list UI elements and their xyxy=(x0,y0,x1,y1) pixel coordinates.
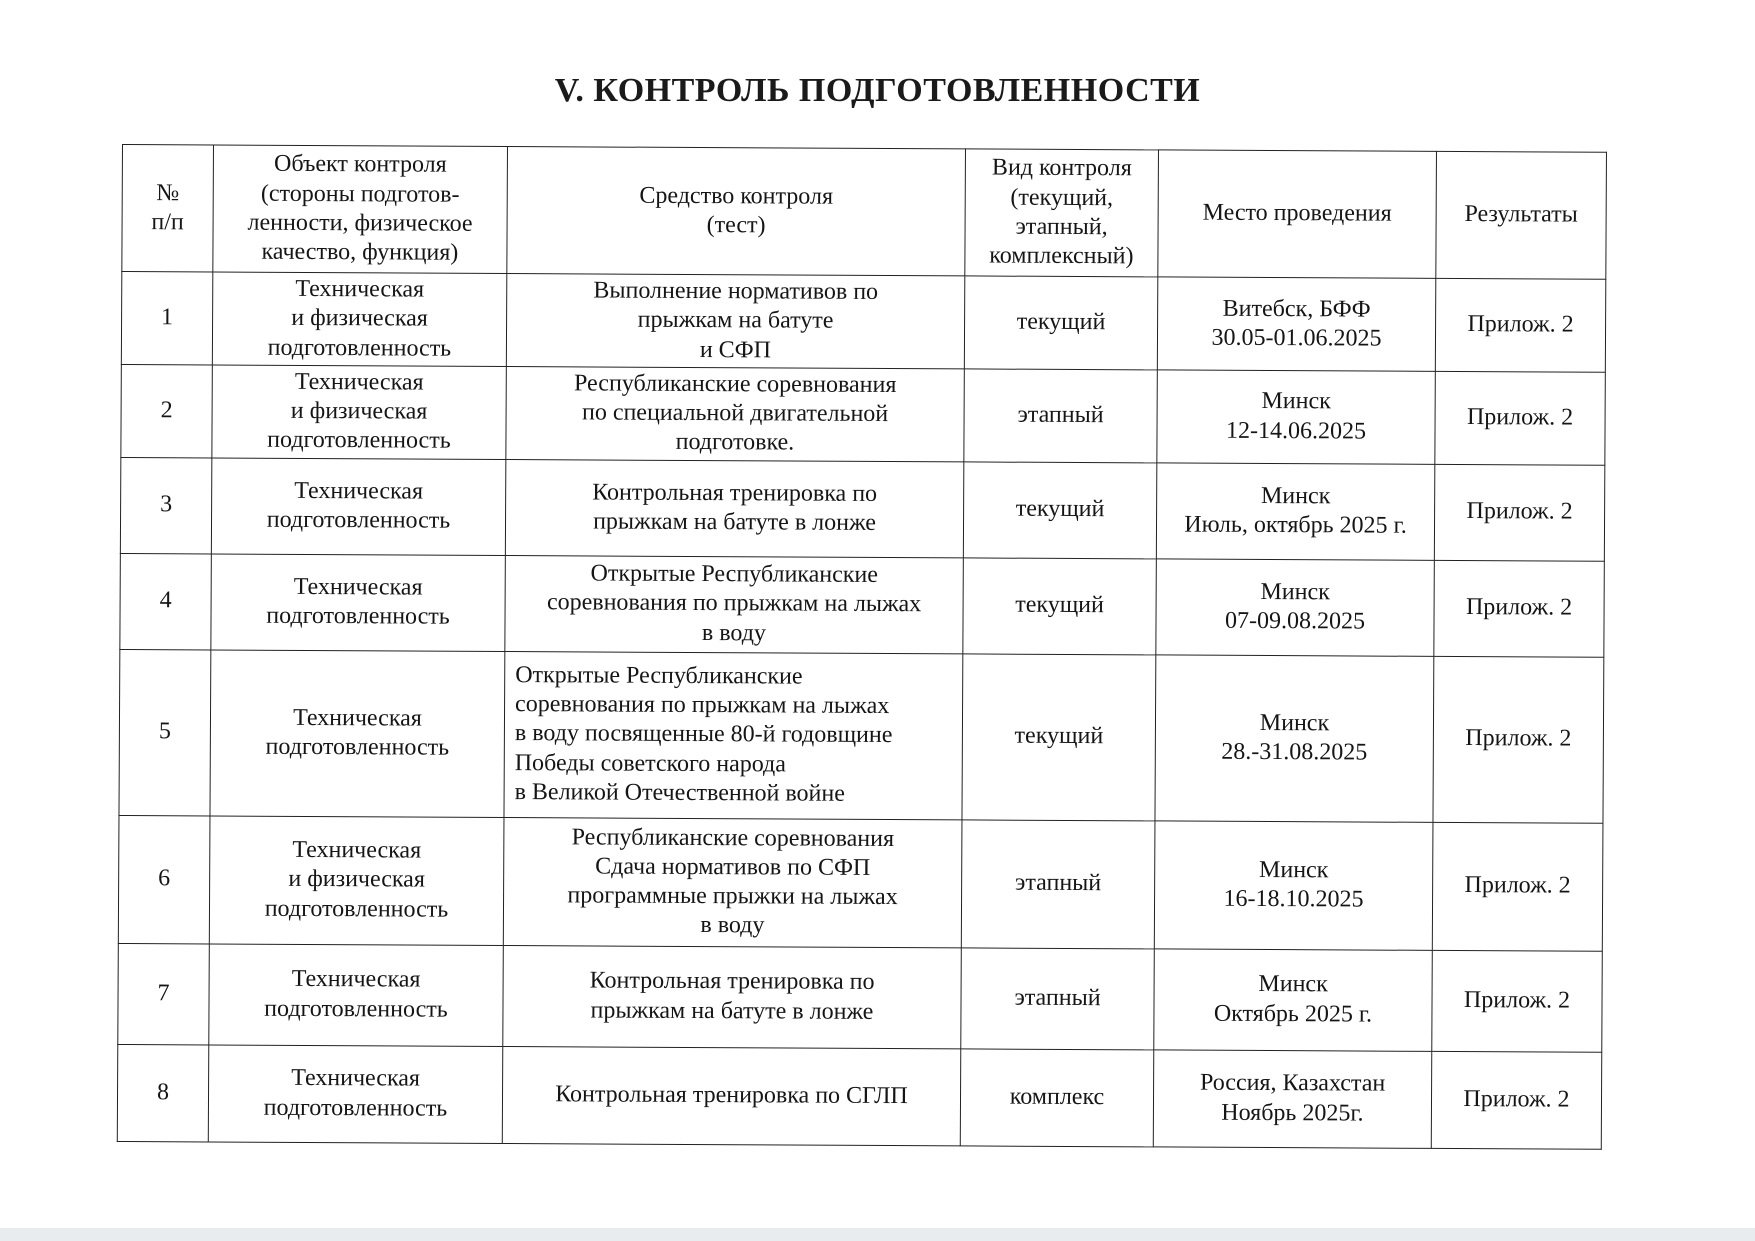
cell-line: п/п xyxy=(151,209,184,236)
cell-means xyxy=(505,459,963,557)
cell-line: и физическая xyxy=(288,866,425,894)
cell-num: 8 xyxy=(117,1044,209,1141)
page-title: V. КОНТРОЛЬ ПОДГОТОВЛЕННОСТИ xyxy=(554,72,1201,109)
cell-line: подготовленность xyxy=(266,602,450,630)
table-row xyxy=(118,943,1603,1052)
cell-num: 2 xyxy=(121,364,212,457)
cell-line: подготовленность xyxy=(264,995,448,1023)
cell-line: Минск xyxy=(1260,482,1331,510)
cell-place xyxy=(1153,1050,1432,1148)
cell-line: Техническая xyxy=(291,1065,421,1092)
cell-line: ленности, физическое xyxy=(247,209,473,237)
table-row xyxy=(120,457,1604,561)
table-row xyxy=(120,553,1604,657)
cell-results: Прилож. 2 xyxy=(1435,278,1605,372)
cell-line: Средство контроля xyxy=(639,182,834,210)
cell-place xyxy=(1154,821,1433,950)
cell-line: 28.-31.08.2025 xyxy=(1221,738,1368,766)
cell-place xyxy=(1156,559,1434,656)
header-results xyxy=(1436,151,1607,279)
table-row xyxy=(121,272,1605,373)
cell-object xyxy=(208,1045,503,1144)
cell-line: (стороны подготов- xyxy=(260,180,460,208)
cell-object xyxy=(212,365,506,459)
cell-means xyxy=(503,817,962,947)
cell-num: 7 xyxy=(118,943,210,1044)
cell-type: этапный xyxy=(961,947,1155,1049)
cell-object xyxy=(209,816,504,946)
cell-num: 1 xyxy=(121,272,212,365)
header-means xyxy=(507,147,966,276)
cell-line: Результаты xyxy=(1464,201,1578,228)
cell-line: в воду посвященные 80-й годовщине xyxy=(514,720,893,749)
control-table xyxy=(117,144,1607,1149)
cell-line: Вид контроля xyxy=(991,155,1132,182)
table-row xyxy=(117,1044,1601,1149)
cell-line: Место проведения xyxy=(1202,200,1392,228)
cell-line: и СФП xyxy=(699,336,772,363)
cell-line: Техническая xyxy=(293,573,423,601)
header-place xyxy=(1158,150,1437,278)
cell-num: 4 xyxy=(120,553,212,649)
cell-results: Прилож. 2 xyxy=(1431,1051,1602,1149)
cell-line: Минск xyxy=(1259,709,1330,737)
cell-results: Прилож. 2 xyxy=(1432,822,1603,951)
table-header-row xyxy=(122,145,1607,280)
cell-line: Сдача нормативов по СФП xyxy=(595,853,871,881)
cell-line: Витебск, БФФ xyxy=(1222,295,1371,323)
header-type xyxy=(965,149,1159,277)
scan-edge xyxy=(0,1228,1755,1241)
cell-line: 16-18.10.2025 xyxy=(1223,885,1364,913)
cell-line: Контрольная тренировка по xyxy=(589,967,875,996)
cell-results: Прилож. 2 xyxy=(1434,464,1605,561)
cell-num: 6 xyxy=(118,815,210,943)
cell-object xyxy=(211,554,505,652)
cell-results: Прилож. 2 xyxy=(1432,950,1603,1052)
cell-line: Техническая xyxy=(293,704,422,732)
cell-results: Прилож. 2 xyxy=(1434,560,1605,657)
cell-line: в Великой Отечественной войне xyxy=(514,779,846,807)
cell-means xyxy=(506,366,964,461)
cell-line: Техническая xyxy=(291,966,421,993)
cell-line: подготовленность xyxy=(267,334,452,362)
cell-line: Минск xyxy=(1261,388,1331,415)
cell-line: Техническая xyxy=(292,837,422,864)
cell-object xyxy=(209,944,504,1047)
cell-type: текущий xyxy=(963,462,1157,559)
cell-place xyxy=(1157,370,1435,464)
cell-line: этапный, xyxy=(1015,213,1108,241)
cell-means xyxy=(503,945,962,1048)
cell-line: Минск xyxy=(1258,971,1328,998)
cell-line: 12-14.06.2025 xyxy=(1225,417,1367,445)
cell-type: комплекс xyxy=(960,1048,1154,1146)
cell-line: Россия, Казахстан xyxy=(1199,1069,1386,1097)
table-row xyxy=(121,364,1605,465)
cell-line: и физическая xyxy=(290,397,428,425)
cell-line: по специальной двигательной xyxy=(581,399,889,428)
cell-place xyxy=(1155,655,1434,822)
cell-line: Минск xyxy=(1260,578,1330,606)
cell-line: Октябрь 2025 г. xyxy=(1213,1000,1373,1028)
cell-means xyxy=(504,651,963,819)
cell-line: Техническая xyxy=(294,368,424,396)
header-num xyxy=(122,145,214,272)
cell-type: текущий xyxy=(962,654,1156,821)
cell-line: подготовленность xyxy=(265,733,450,761)
cell-type: этапный xyxy=(964,369,1157,463)
cell-line: прыжкам на батуте в лонже xyxy=(590,997,874,1025)
cell-type: текущий xyxy=(963,558,1156,655)
header-object xyxy=(213,145,508,274)
cell-object xyxy=(211,458,505,556)
cell-line: и физическая xyxy=(291,305,428,332)
cell-line: Техническая xyxy=(294,477,424,505)
cell-line: прыжкам на батуте в лонже xyxy=(593,508,876,537)
cell-place xyxy=(1157,277,1435,371)
cell-place xyxy=(1156,463,1434,560)
cell-num: 5 xyxy=(119,649,211,815)
cell-line: соревнования по прыжкам на лыжах xyxy=(515,691,890,720)
cell-line: Объект контроля xyxy=(274,151,447,179)
cell-line: подготовленность xyxy=(266,506,451,534)
cell-results: Прилож. 2 xyxy=(1435,371,1605,465)
cell-line: Республиканские соревнования xyxy=(573,370,897,398)
cell-type: текущий xyxy=(964,276,1157,370)
cell-line: Открытые Республиканские xyxy=(515,661,803,690)
table-row xyxy=(118,815,1603,951)
cell-line: соревнования по прыжкам на лыжах xyxy=(546,589,922,618)
cell-line: № xyxy=(156,179,180,207)
cell-line: подготовленность xyxy=(264,895,449,923)
cell-means xyxy=(502,1046,961,1145)
cell-line: Минск xyxy=(1258,856,1329,884)
cell-line: в воду xyxy=(700,912,765,939)
cell-line: (текущий, xyxy=(1010,184,1114,211)
cell-line: Выполнение нормативов по xyxy=(593,277,879,305)
cell-line: комплексный) xyxy=(989,242,1134,270)
cell-line: подготовленность xyxy=(267,427,451,455)
cell-line: подготовленность xyxy=(263,1094,448,1122)
cell-line: Ноябрь 2025г. xyxy=(1221,1099,1364,1127)
cell-type: этапный xyxy=(961,820,1155,949)
cell-line: Победы советского народа xyxy=(514,749,787,778)
cell-object xyxy=(212,272,506,366)
cell-object xyxy=(210,650,505,818)
cell-line: подготовке. xyxy=(675,429,795,456)
cell-line: прыжкам на батуте xyxy=(637,306,834,334)
cell-line: Контрольная тренировка по СГЛП xyxy=(555,1081,908,1110)
cell-line: в воду xyxy=(701,619,767,647)
cell-num: 3 xyxy=(120,457,212,553)
cell-line: качество, функция) xyxy=(261,238,459,267)
cell-line: программные прыжки на лыжах xyxy=(567,882,898,911)
cell-line: 07-09.08.2025 xyxy=(1224,607,1366,635)
cell-line: Республиканские соревнования xyxy=(571,823,895,852)
cell-means xyxy=(505,555,963,653)
cell-line: (тест) xyxy=(706,212,766,239)
cell-place xyxy=(1154,949,1433,1051)
cell-line: Контрольная тренировка по xyxy=(592,479,878,507)
table-row xyxy=(119,649,1604,823)
cell-line: Открытые Республиканские xyxy=(590,560,879,589)
cell-line: Техническая xyxy=(295,275,425,303)
cell-line: Июль, октябрь 2025 г. xyxy=(1184,511,1407,539)
cell-means xyxy=(506,274,964,369)
cell-line: 30.05-01.06.2025 xyxy=(1211,324,1382,352)
cell-results: Прилож. 2 xyxy=(1433,656,1604,823)
